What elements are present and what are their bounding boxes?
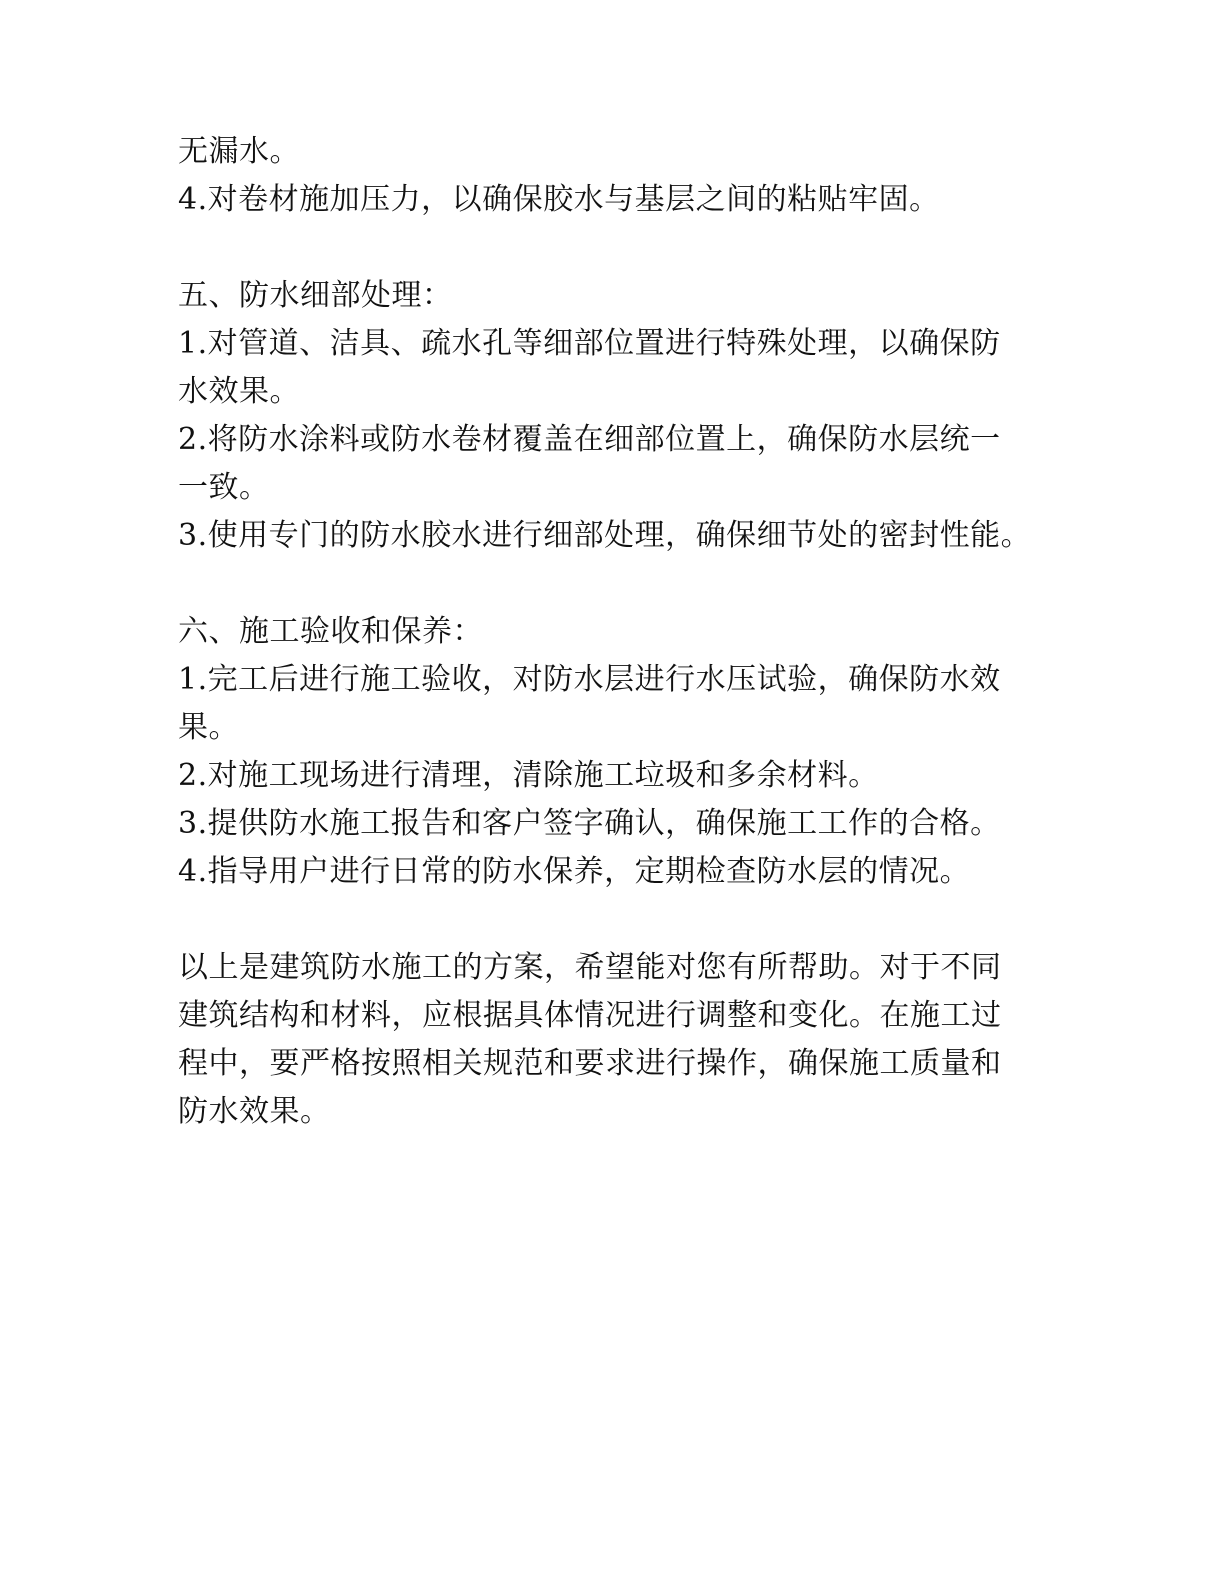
- text-line: 建筑结构和材料，应根据具体情况进行调整和变化。在施工过: [178, 998, 1002, 1033]
- section-five: [178, 272, 1078, 560]
- text-line: 无漏水。: [178, 134, 300, 169]
- text-line: 2.对施工现场进行清理，清除施工垃圾和多余材料。: [178, 758, 879, 793]
- section-six: [178, 608, 1078, 896]
- text-line: 4.指导用户进行日常的防水保养，定期检查防水层的情况。: [178, 854, 971, 889]
- conclusion-block: [178, 944, 1078, 1136]
- text-line: 水效果。: [178, 374, 300, 409]
- text-line: 3.提供防水施工报告和客户签字确认，确保施工工作的合格。: [178, 806, 1001, 841]
- paragraph-gap: [178, 224, 1078, 272]
- text-line: 3.使用专门的防水胶水进行细部处理，确保细节处的密封性能。: [178, 518, 1032, 553]
- text-line: 一致。: [178, 470, 270, 505]
- section-heading: 五、防水细部处理：: [178, 278, 453, 313]
- text-line: 果。: [178, 710, 239, 745]
- text-line: 程中，要严格按照相关规范和要求进行操作，确保施工质量和: [178, 1046, 1002, 1081]
- document-page: [178, 128, 1078, 1136]
- paragraph-gap: [178, 560, 1078, 608]
- section-heading: 六、施工验收和保养：: [178, 614, 483, 649]
- text-line: 1.完工后进行施工验收，对防水层进行水压试验，确保防水效: [178, 662, 1001, 697]
- text-line: 1.对管道、洁具、疏水孔等细部位置进行特殊处理，以确保防: [178, 326, 1001, 361]
- text-line: 以上是建筑防水施工的方案，希望能对您有所帮助。对于不同: [178, 950, 1002, 985]
- continuation-block: [178, 128, 1078, 224]
- text-line: 2.将防水涂料或防水卷材覆盖在细部位置上，确保防水层统一: [178, 422, 1001, 457]
- text-line: 防水效果。: [178, 1094, 331, 1129]
- text-line: 4.对卷材施加压力，以确保胶水与基层之间的粘贴牢固。: [178, 182, 940, 217]
- paragraph-gap: [178, 896, 1078, 944]
